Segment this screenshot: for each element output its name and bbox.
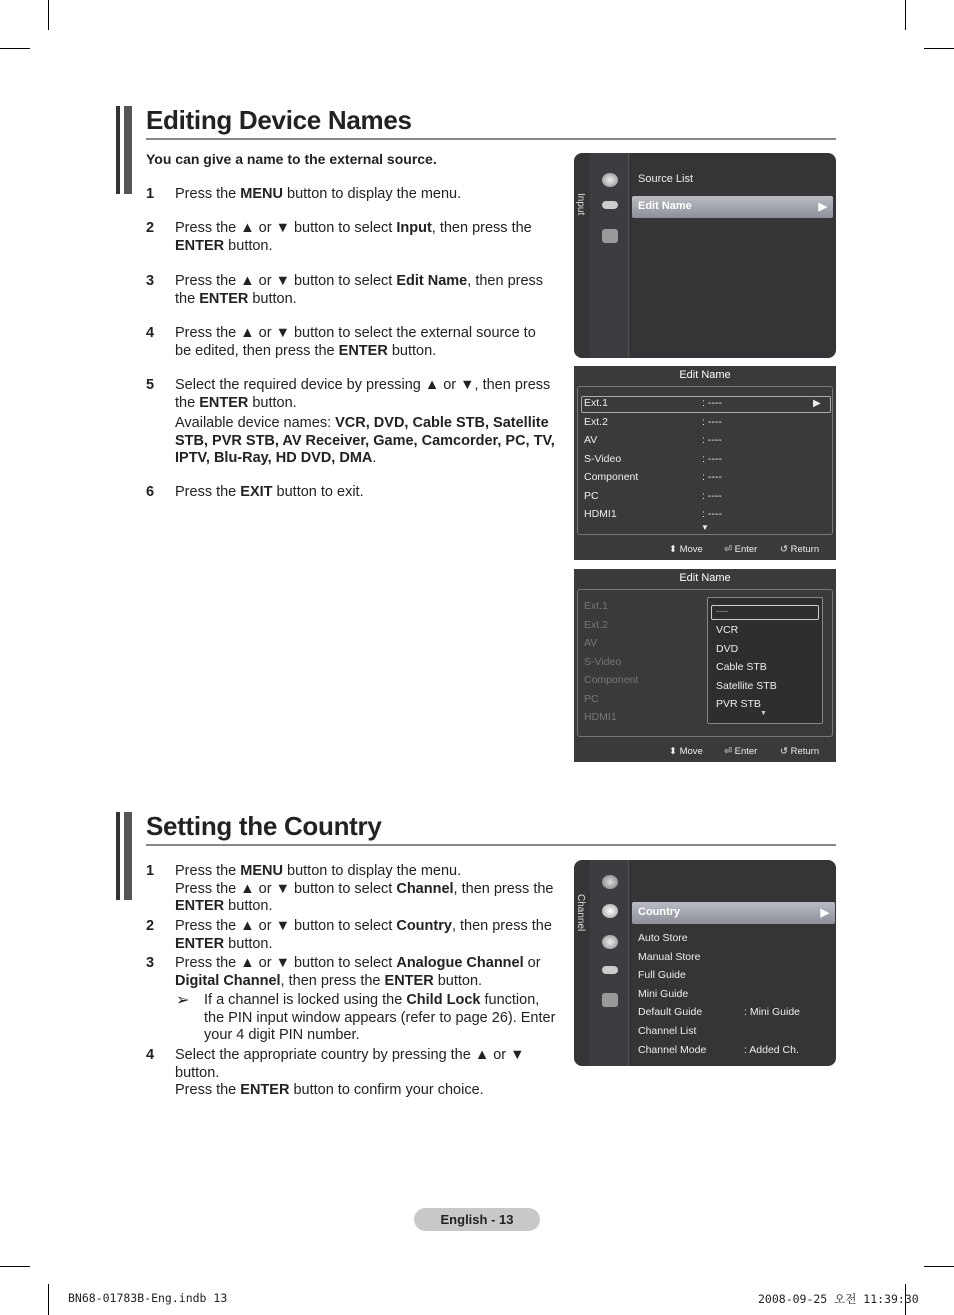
crop-mark — [924, 1266, 954, 1267]
osd-row-pc: PC — [584, 692, 599, 705]
osd-row-ext-2[interactable] — [584, 416, 824, 431]
section-bar — [116, 106, 120, 194]
picture-icon — [602, 229, 618, 243]
section-rule — [146, 138, 836, 140]
crop-mark — [48, 1284, 49, 1315]
section-title-setting-country: Setting the Country — [146, 811, 382, 841]
step-number: 2 — [146, 220, 155, 236]
osd-item-full-guide[interactable]: Full Guide — [638, 969, 686, 982]
gear-icon — [602, 173, 618, 187]
step-text: Press the MENU button to display the menu. — [175, 186, 462, 202]
dropdown-option-dvd[interactable]: DVD — [716, 642, 739, 655]
section-bar — [116, 812, 120, 900]
osd-row-value: : ---- — [702, 434, 722, 446]
dropdown-option-satellite-stb[interactable]: Satellite STB — [716, 679, 777, 692]
osd-item-default-guide[interactable]: Default Guide — [638, 1006, 703, 1019]
osd-side-label: Input — [575, 193, 586, 216]
step-text: Press the EXIT button to exit. — [175, 484, 364, 500]
note-arrow-icon: ➢ — [176, 992, 190, 1009]
down-arrow-icon: ▼ — [701, 523, 709, 532]
crop-mark — [0, 48, 30, 49]
dropdown-option-cable-stb[interactable]: Cable STB — [716, 661, 767, 673]
step-text: Available device names: VCR, DVD, Cable STB, Satellite STB, PVR STB, AV Receiver, Game, Camcorder, PC, TV, IPTV, Blu-Ray, HD DVD, DMA. — [175, 415, 555, 466]
section-rule — [146, 844, 836, 846]
osd-footer-enter: ⏎ Enter — [724, 746, 758, 757]
crop-mark — [905, 0, 906, 30]
step-text: Press the ▲ or ▼ button to select Input, then press the ENTER button. — [175, 220, 532, 254]
step-number: 4 — [146, 1047, 155, 1063]
osd-row-name: HDMI1 — [584, 508, 617, 520]
osd-row-name: Component — [584, 471, 639, 483]
step-number: 4 — [146, 325, 155, 341]
osd-row-value: : ---- — [702, 489, 722, 502]
dropdown-option-vcr[interactable]: VCR — [716, 624, 739, 636]
step-text: Select the required device by pressing ▲ or ▼, then press the ENTER button. — [175, 377, 551, 411]
osd-row-ext-2: Ext.2 — [584, 618, 608, 631]
osd-item-edit-name-selected[interactable] — [632, 196, 833, 218]
osd-row-hdmi1: HDMI1 — [584, 711, 617, 723]
osd-input-menu — [574, 153, 836, 358]
step-number: 3 — [146, 273, 155, 289]
osd-row-component[interactable] — [584, 471, 824, 486]
osd-row-value: : ---- — [702, 452, 722, 465]
osd-item-value: : Added Ch. — [744, 1043, 799, 1056]
step-text: Press the ▲ or ▼ button to select Analogue Channel or Digital Channel, then press the ENTER button. — [175, 955, 541, 989]
osd-footer-move: ⬍ Move — [669, 746, 703, 757]
crop-mark — [924, 48, 954, 49]
picture-icon — [602, 875, 618, 889]
osd-row-value: : ---- — [702, 508, 722, 520]
osd-row-s-video[interactable] — [584, 453, 824, 468]
step-number: 3 — [146, 955, 155, 971]
step-number: 6 — [146, 484, 155, 500]
down-arrow-icon: ▼ — [760, 710, 767, 717]
osd-footer-enter: ⏎ Enter — [724, 544, 758, 555]
osd-item-country-selected[interactable] — [632, 902, 835, 924]
osd-selected-label: Country — [638, 906, 681, 918]
osd-row-av[interactable] — [584, 434, 824, 449]
step-text: Press the MENU button to display the menu. Press the ▲ or ▼ button to select Channel, then press the ENTER button. — [175, 863, 554, 914]
osd-footer-return: ↺ Return — [780, 746, 820, 757]
osd-row-value: : ---- — [702, 415, 722, 428]
step-number: 1 — [146, 186, 155, 202]
osd-item-auto-store[interactable]: Auto Store — [638, 932, 688, 944]
osd-row-name: Ext.1 — [584, 397, 608, 409]
osd-item-mini-guide[interactable]: Mini Guide — [638, 987, 689, 1000]
crop-mark — [48, 0, 49, 30]
osd-item-source-list[interactable]: Source List — [638, 173, 694, 185]
step-text: Press the ▲ or ▼ button to select Edit Name, then press the ENTER button. — [175, 273, 544, 307]
crop-mark — [0, 1266, 30, 1267]
section-title-editing-device-names: Editing Device Names — [146, 105, 412, 135]
osd-side-label: Channel — [575, 894, 586, 932]
osd-row-component: Component — [584, 674, 639, 686]
step-text: Press the ▲ or ▼ button to select the external source to be edited, then press the ENTER button. — [175, 325, 536, 359]
osd-item-channel-mode[interactable]: Channel Mode — [638, 1043, 707, 1056]
print-footer-right: 2008-09-25 오전 11:39:30 — [758, 1292, 919, 1306]
osd-title: Edit Name — [679, 572, 731, 584]
osd-item-value: : Mini Guide — [744, 1006, 801, 1019]
osd-title: Edit Name — [679, 369, 731, 381]
satellite-dish-icon — [602, 904, 618, 918]
osd-channel-menu — [574, 860, 836, 1066]
right-arrow-icon: ▶ — [820, 907, 829, 919]
osd-row-value: : ---- — [702, 471, 722, 483]
step-number: 2 — [146, 918, 155, 934]
osd-selected-label: Edit Name — [638, 200, 692, 212]
input-plug-icon — [602, 201, 618, 209]
osd-row-name: PC — [584, 489, 599, 502]
page-number-badge: English - 13 — [414, 1208, 540, 1231]
osd-row-name: AV — [584, 434, 598, 446]
step-number: 1 — [146, 863, 155, 879]
osd-item-channel-list[interactable]: Channel List — [638, 1025, 697, 1037]
osd-row-name: Ext.2 — [584, 415, 608, 428]
osd-row-name: S-Video — [584, 452, 622, 465]
dropdown-option-pvr-stb[interactable]: PVR STB — [716, 698, 761, 710]
section-bar — [124, 812, 132, 900]
right-arrow-icon: ▶ — [813, 398, 821, 409]
osd-row-s-video: S-Video — [584, 655, 622, 668]
osd-row-value: : ---- — [702, 397, 722, 409]
dropdown-current-value: ---- — [716, 606, 728, 616]
picture-icon — [602, 993, 618, 1007]
osd-row-hdmi1[interactable] — [584, 508, 824, 523]
step-number: 5 — [146, 377, 155, 393]
section-bar — [124, 106, 132, 194]
osd-edit-name-popup-screen — [574, 569, 836, 762]
osd-row-ext-1[interactable] — [584, 397, 824, 412]
right-arrow-icon: ▶ — [818, 201, 827, 213]
osd-edit-name-list — [574, 366, 836, 560]
osd-item-manual-store[interactable]: Manual Store — [638, 950, 701, 963]
step-text: Press the ▲ or ▼ button to select Country, then press the ENTER button. — [175, 918, 552, 952]
print-footer-left: BN68-01783B-Eng.indb 13 — [68, 1291, 228, 1305]
step-text: If a channel is locked using the Child Lock function, the PIN input window appears (refer to page 26). Enter your 4 digit PIN number. — [204, 992, 556, 1043]
input-plug-icon — [602, 966, 618, 974]
section-intro: You can give a name to the external source. — [146, 151, 437, 167]
gear-icon — [602, 935, 618, 949]
osd-footer-move: ⬍ Move — [669, 544, 703, 555]
step-text: Select the appropriate country by pressing the ▲ or ▼ button. Press the ENTER button to confirm your choice. — [175, 1047, 525, 1098]
osd-footer-return: ↺ Return — [780, 544, 820, 555]
osd-row-ext-1: Ext.1 — [584, 600, 608, 612]
osd-row-av: AV — [584, 637, 598, 649]
osd-row-pc[interactable] — [584, 490, 824, 505]
